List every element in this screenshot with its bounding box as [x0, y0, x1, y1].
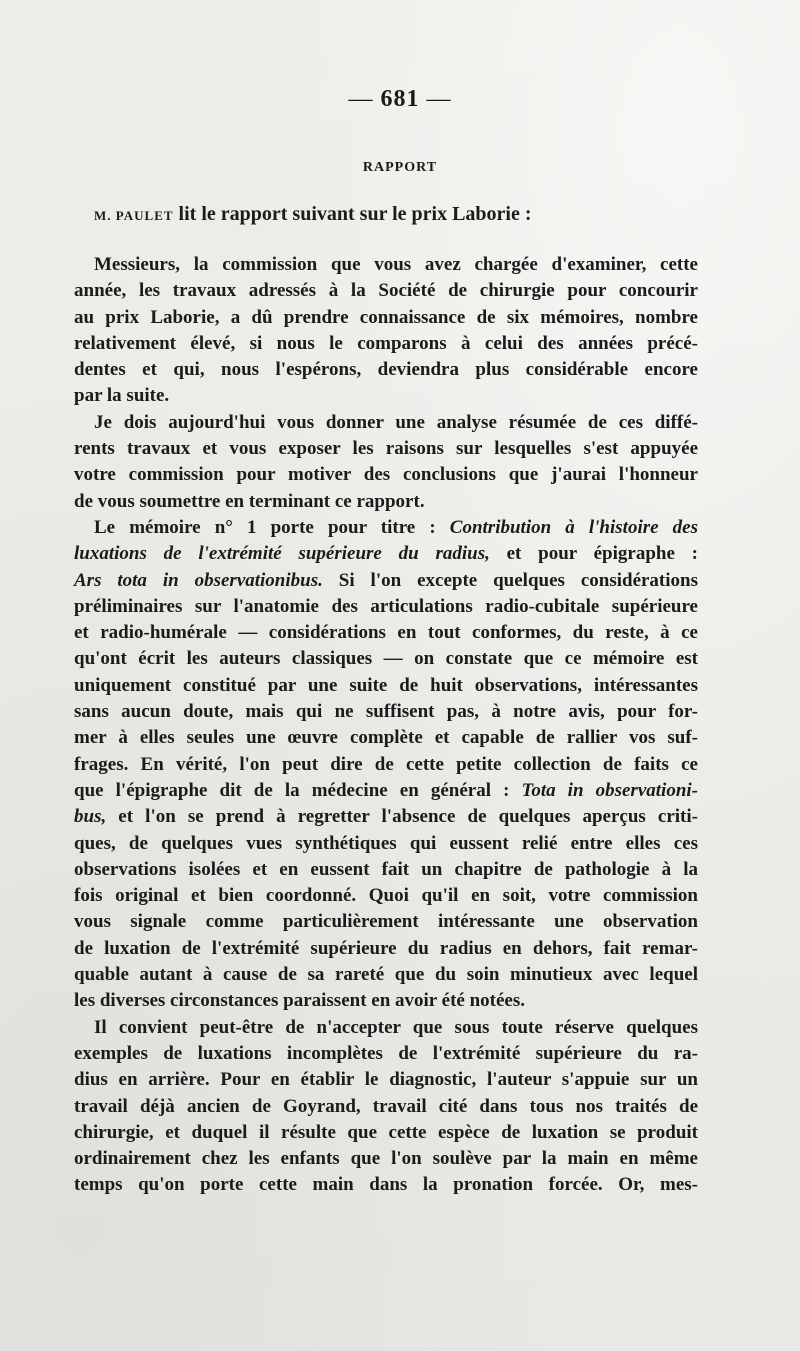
text-line [74, 541, 698, 567]
text-line: fois original et bien coordonné. Quoi qu'il en soit, votre commission [74, 885, 698, 907]
text-line: quable autant à cause de sa rareté que du soin minutieux avec lequel [74, 964, 698, 986]
italic-segment: Ars tota in observationibus. [74, 569, 323, 591]
text-line [74, 778, 698, 804]
italic-segment: Contribution à l'histoire des [449, 516, 698, 538]
page-header [0, 86, 800, 113]
text-line: relativement élevé, si nous le comparons à celui des années précé- [74, 332, 698, 354]
text-segment: et l'on se prend à regretter l'absence de quelques aperçus criti- [106, 806, 698, 828]
text-line: uniquement constitué par une suite de huit observations, intéressantes [74, 674, 698, 696]
text-line: Il convient peut-être de n'accepter que sous toute réserve quelques [94, 1016, 698, 1038]
italic-segment: Tota in observationi- [521, 779, 698, 801]
text-line: qu'ont écrit les auteurs classiques — on constate que ce mémoire est [74, 648, 698, 670]
text-line: rents travaux et vous exposer les raisons sur lesquelles s'est appuyée [74, 438, 698, 460]
text-line: travail déjà ancien de Goyrand, travail cité dans tous nos traités de [74, 1095, 698, 1117]
text-line: votre commission pour motiver des conclusions que j'aurai l'honneur [74, 464, 698, 486]
text-line [74, 804, 698, 830]
text-line: de luxation de l'extrémité supérieure du radius en dehors, fait remar- [74, 937, 698, 959]
text-line: frages. En vérité, l'on peut dire de cette petite collection de faits ce [74, 753, 698, 775]
speaker-name: M. PAULET [94, 208, 174, 223]
text-line: préliminaires sur l'anatomie des articulations radio-cubitale supérieure [74, 595, 698, 617]
text-line [74, 568, 698, 594]
header-dash-left: — [348, 86, 374, 112]
section-title: RAPPORT [362, 160, 438, 175]
italic-segment: bus, [74, 806, 107, 828]
intro-text: lit le rapport suivant sur le prix Laborie : [173, 203, 532, 225]
italic-segment: luxations de l'extrémité supérieure du radius, [74, 543, 490, 565]
text-line: de vous soumettre en terminant ce rapport. [74, 490, 425, 512]
text-line: année, les travaux adressés à la Société de chirurgie pour concourir [74, 280, 698, 302]
page-number: 681 [380, 86, 420, 112]
text-line: mer à elles seules une œuvre complète et capable de rallier vos suf- [74, 727, 698, 749]
text-line: chirurgie, et duquel il résulte que cette espèce de luxation se produit [74, 1121, 698, 1143]
text-line: Je dois aujourd'hui vous donner une analyse résumée de ces diffé- [94, 411, 698, 433]
text-line: vous signale comme particulièrement intéressante une observation [74, 911, 698, 933]
text-line: par la suite. [74, 385, 170, 407]
text-line: dentes et qui, nous l'espérons, deviendra plus considérable encore [74, 359, 698, 381]
body-text [74, 252, 698, 1199]
text-segment: Si l'on excepte quelques considérations [322, 569, 699, 591]
header-dash-right: — [426, 86, 452, 112]
text-line: dius en arrière. Pour en établir le diagnostic, l'auteur s'appuie sur un [74, 1069, 698, 1091]
text-line: exemples de luxations incomplètes de l'extrémité supérieure du ra- [74, 1042, 698, 1064]
text-line: les diverses circonstances paraissent en avoir été notées. [74, 990, 525, 1012]
text-line: ques, de quelques vues synthétiques qui eussent relié entre elles ces [74, 832, 698, 854]
text-line: temps qu'on porte cette main dans la pronation forcée. Or, mes- [74, 1174, 698, 1196]
text-line: et radio-humérale — considérations en tout conformes, du reste, à ce [74, 622, 698, 644]
text-segment: et pour épigraphe : [489, 543, 698, 565]
text-line: Messieurs, la commission que vous avez chargée d'examiner, cette [94, 254, 698, 275]
text-line [74, 515, 698, 541]
text-line: sans aucun doute, mais qui ne suffisent pas, à notre avis, pour for- [74, 701, 698, 723]
text-segment: Le mémoire n° 1 porte pour titre : [94, 516, 450, 538]
intro-line [94, 200, 714, 230]
text-line: ordinairement chez les enfants que l'on soulève par la main en même [74, 1148, 698, 1170]
text-segment: que l'épigraphe dit de la médecine en général : [74, 779, 522, 801]
text-line: au prix Laborie, a dû prendre connaissance de six mémoires, nombre [74, 306, 698, 328]
text-line: observations isolées et en eussent fait un chapitre de pathologie à la [74, 858, 698, 880]
